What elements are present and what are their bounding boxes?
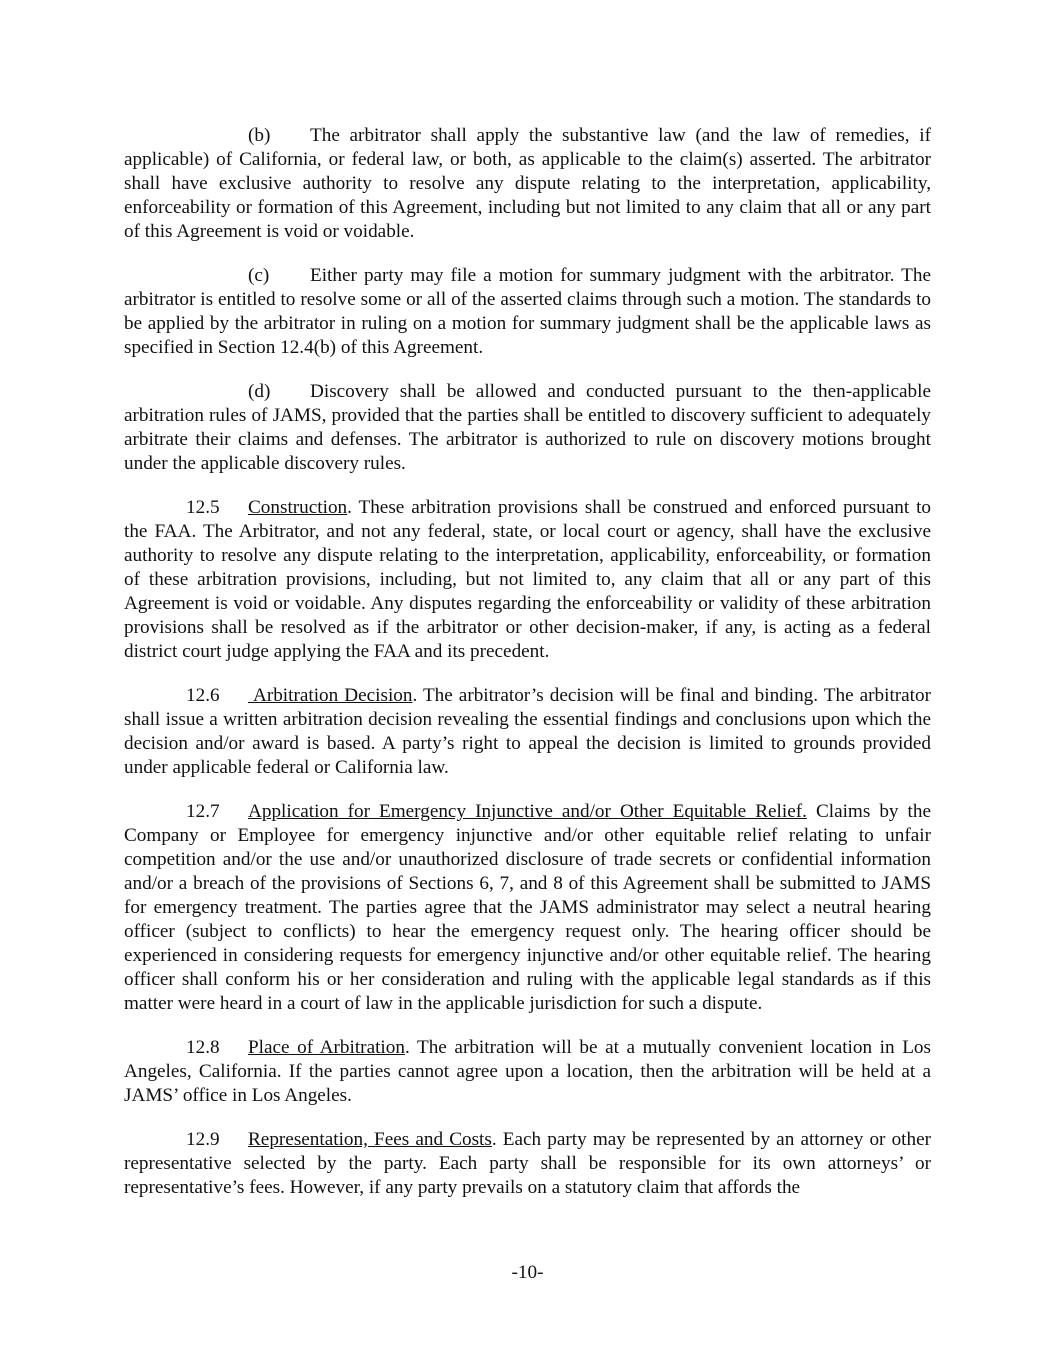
heading-punctuation: . xyxy=(412,685,418,706)
section-heading: Arbitration Decision xyxy=(248,685,413,706)
paragraph-12-4-c xyxy=(124,264,931,360)
paragraph-number: (c) xyxy=(248,265,270,286)
heading-punctuation: . xyxy=(404,1037,410,1058)
document-page xyxy=(124,124,931,1220)
section-heading: Application for Emergency Injunctive and/or Other Equitable Relief. xyxy=(248,801,807,822)
page-number: -10- xyxy=(511,1262,544,1283)
section-heading: Representation, Fees and Costs xyxy=(248,1129,492,1150)
paragraph-number: (d) xyxy=(248,381,271,402)
paragraph-number: (b) xyxy=(248,125,271,146)
section-12-5 xyxy=(124,496,931,664)
section-text: The arbitrator’s decision will be final and binding. The arbitrator shall issue a written arbitration decision revealing the essential findings and conclusions upon which the decision and/or award is based. A party’s right to appeal the decision is limited to grounds provided under applicable federal or California law. xyxy=(124,685,932,778)
section-text: Claims by the Company or Employee for emergency injunctive and/or other equitable relief relating to unfair competition and/or the use and/or unauthorized disclosure of trade secrets or confidential information and/or a breach of the provisions of Sections 6, 7, and 8 of this Agreement shall be submitted to JAMS for emergency treatment. The parties agree that the JAMS administrator may select a neutral hearing officer (subject to conflicts) to hear the emergency request only. The hearing officer should be experienced in considering requests for emergency injunctive and/or other equitable relief. The hearing officer shall conform his or her consideration and ruling with the applicable legal standards as if this matter were heard in a court of law in the applicable jurisdiction for such a dispute. xyxy=(124,801,931,1014)
section-number: 12.5 xyxy=(186,497,220,518)
heading-punctuation: . xyxy=(491,1129,497,1150)
section-12-7 xyxy=(124,800,931,1016)
section-number: 12.7 xyxy=(186,801,220,822)
section-heading: Place of Arbitration xyxy=(248,1037,405,1058)
section-12-6 xyxy=(124,684,931,780)
section-12-9 xyxy=(124,1128,931,1200)
paragraph-text: Either party may file a motion for summary judgment with the arbitrator. The arbitrator is entitled to resolve some or all of the asserted claims through such a motion. The standards to be applied by the arbitrator in ruling on a motion for summary judgment shall be the applicable laws as specified in Section 12.4(b) of this Agreement. xyxy=(124,265,931,358)
section-number: 12.9 xyxy=(186,1129,220,1150)
paragraph-12-4-d xyxy=(124,380,931,476)
heading-punctuation: . xyxy=(347,497,352,518)
section-12-8 xyxy=(124,1036,931,1108)
paragraph-12-4-b xyxy=(124,124,931,244)
paragraph-text: Discovery shall be allowed and conducted pursuant to the then-applicable arbitration rules of JAMS, provided that the parties shall be entitled to discovery sufficient to adequately arbitrate their claims and defenses. The arbitrator is authorized to rule on discovery motions brought under the applicable discovery rules. xyxy=(124,381,931,474)
section-heading: Construction xyxy=(248,497,348,518)
section-number: 12.6 xyxy=(186,685,220,706)
section-text: These arbitration provisions shall be construed and enforced pursuant to the FAA. The Arbitrator, and not any federal, state, or local court or agency, shall have the exclusive authority to resolve any dispute relating to the interpretation, applicability, enforceability, or formation of these arbitration provisions, including, but not limited to, any claim that all or any part of this Agreement is void or voidable. Any disputes regarding the enforceability or validity of these arbitration provisions shall be resolved as if the arbitrator or other decision-maker, if any, is acting as a federal district court judge applying the FAA and its precedent. xyxy=(124,497,931,662)
paragraph-text: The arbitrator shall apply the substantive law (and the law of remedies, if applicable) of California, or federal law, or both, as applicable to the claim(s) asserted. The arbitrator shall have exclusive authority to resolve any dispute relating to the interpretation, applicability, enforceability or formation of this Agreement, including but not limited to any claim that all or any part of this Agreement is void or voidable. xyxy=(124,125,931,242)
section-number: 12.8 xyxy=(186,1037,220,1058)
section-text: Each party may be represented by an attorney or other representative selected by the party. Each party shall be responsible for its own attorneys’ or representative’s fees. However, if any party prevails on a statutory claim that affords the xyxy=(124,1129,931,1198)
section-text: The arbitration will be at a mutually convenient location in Los Angeles, California. If the parties cannot agree upon a location, then the arbitration will be held at a JAMS’ office in Los Angeles. xyxy=(124,1037,931,1106)
